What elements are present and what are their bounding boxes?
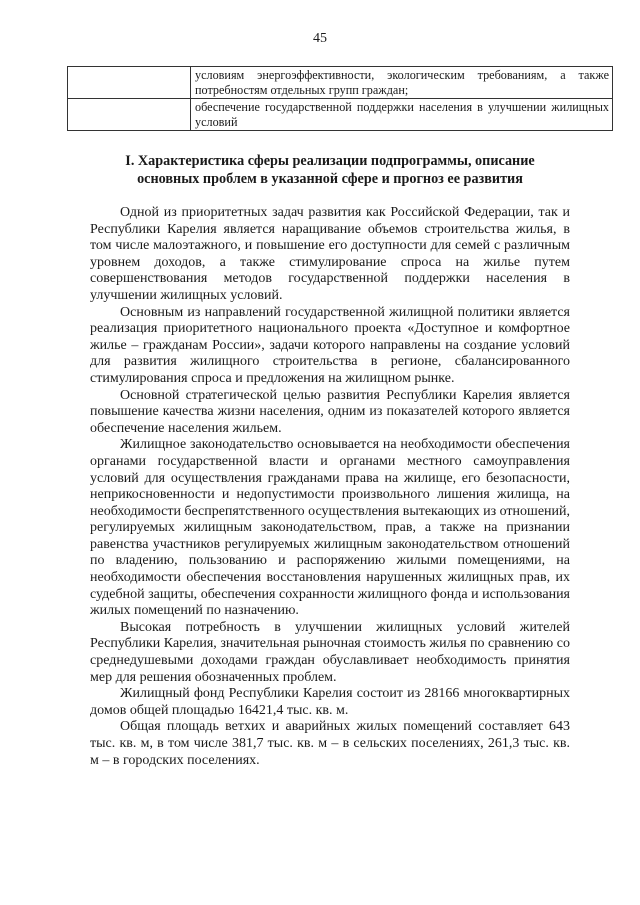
table-row [68, 99, 613, 131]
paragraph: Основной стратегической целью развития Республики Карелия является повышение качества жизни населения, одним из показателей которого является обеспечение населения жильем. [90, 387, 570, 436]
section-heading: I. Характеристика сферы реализации подпрограммы, описание основных проблем в указанной сфере и прогноз ее развития [125, 153, 535, 187]
paragraph: Жилищный фонд Республики Карелия состоит из 28166 многоквартирных домов общей площадью 16421,4 тыс. кв. м. [90, 686, 570, 718]
table-cell-line: условиям энергоэффективности, экологическим требованиям, а также потребностям отдельных групп граждан; [195, 68, 609, 97]
paragraph: Общая площадь ветхих и аварийных жилых помещений составляет 643 тыс. кв. м, в том числе 381,7 тыс. кв. м – в сельских поселениях, 261,3 тыс. кв. м – в городских поселениях. [90, 719, 570, 768]
paragraph: Высокая потребность в улучшении жилищных условий жителей Республики Карелия, значительная рыночная стоимость жилья по сравнению со среднедушевыми доходами граждан обуславливает необходимость принятия мер для решения обозначенных проблем. [90, 619, 570, 685]
continuation-table [67, 66, 613, 131]
table-text-cell [191, 67, 613, 99]
table-text-cell [191, 99, 613, 131]
paragraph: Основным из направлений государственной жилищной политики является реализация приоритетного национального проекта «Доступное и комфортное жилье – гражданам России», задачи которого направлены на создание условий для развития жилищного строительства в регионе, сбалансированного стимулирования спроса и предложения на жилищном рынке. [90, 304, 570, 386]
document-body [90, 205, 570, 769]
page-number: 45 [313, 31, 327, 46]
table-empty-cell [68, 99, 191, 131]
table-cell-line: обеспечение государственной поддержки населения в улучшении жилищных условий [195, 100, 609, 129]
paragraph: Одной из приоритетных задач развития как Российской Федерации, так и Республики Карелия является наращивание объемов строительства жилья, в том числе малоэтажного, и повышение его доступности для семей с различным уровнем доходов, а также стимулирование спроса на жилье путем совершенствования методов государственной поддержки населения в улучшении жилищных условий. [90, 205, 570, 303]
table-empty-cell [68, 67, 191, 99]
table-row [68, 67, 613, 99]
paragraph: Жилищное законодательство основывается на необходимости обеспечения органами государственной власти и органами местного самоуправления условий для осуществления гражданами права на жилище, его безопасности, неприкосновенности и недопустимости произвольного лишения жилища, на необходимости беспрепятственного осуществления вытекающих из отношений, регулируемых жилищным законодательством, прав, а также на признании равенства участников регулируемых жилищным законодательством отношений по владению, пользованию и распоряжению жилыми помещениями, на необходимости обеспечения восстановления нарушенных жилищных прав, их судебной защиты, обеспечения сохранности жилищного фонда и использования жилых помещений по назначению. [90, 437, 571, 619]
